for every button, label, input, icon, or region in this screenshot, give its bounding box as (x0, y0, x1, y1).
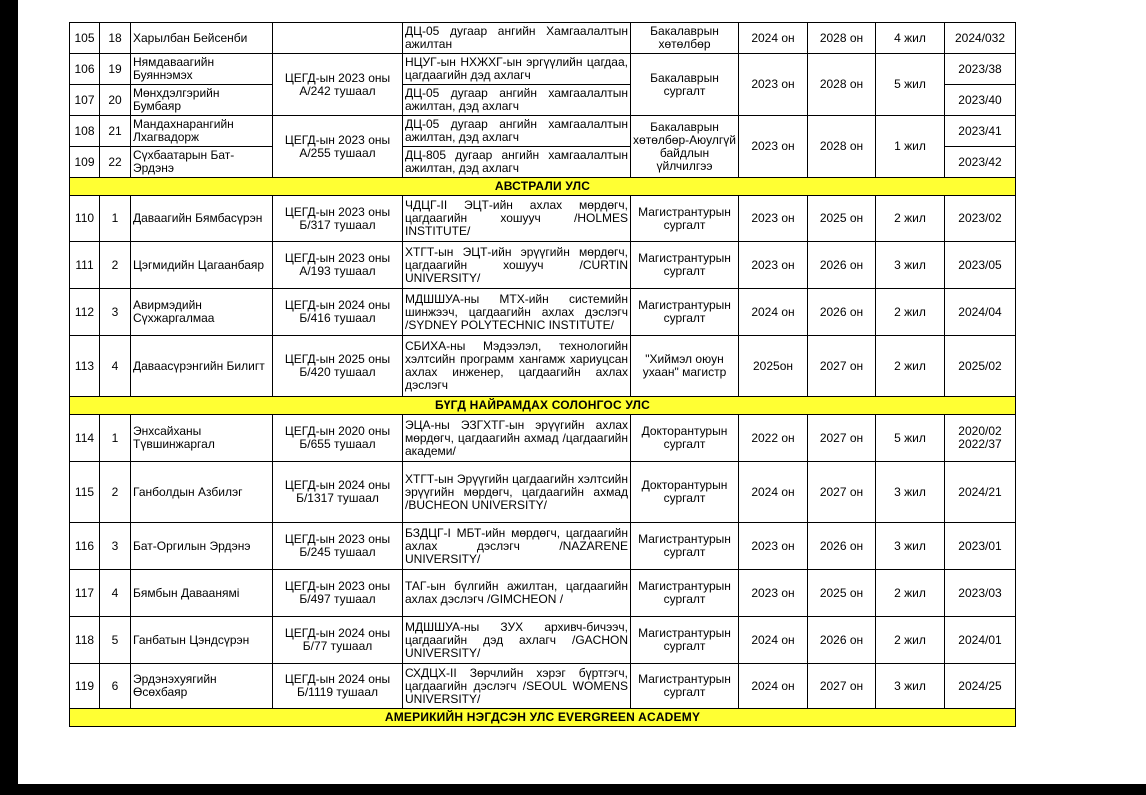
start-year: 2023 он (739, 570, 808, 617)
end-year: 2027 он (808, 336, 876, 397)
duration: 3 жил (876, 242, 945, 289)
reference-code: 2023/05 (945, 242, 1016, 289)
position-cell: БЗДЦГ-I МБТ-ийн мөрдөгч, цагдаагийн ахлах дэслэгч /NAZARENE UNIVERSITY/ (403, 523, 631, 570)
start-year: 2024 он (739, 617, 808, 664)
program-cell: Бакалаврын сургалт (631, 54, 739, 116)
order-cell (273, 23, 403, 54)
table-row (70, 116, 1016, 147)
position-cell: МДШШУА-ны МТХ-ийн системийн шинжээч, цагдаагийн ахлах дэслэгч /SYDNEY POLYTECHNIC INSTITUTE/ (403, 289, 631, 336)
position-cell: ЭЦА-ны ЭЗГХТГ-ын эрүүгийн ахлах мөрдөгч, цагдаагийн ахмад /цагдаагийн академи/ (403, 415, 631, 462)
reference-code: 2023/02 (945, 196, 1016, 242)
start-year: 2023 он (739, 523, 808, 570)
start-year: 2024 он (739, 462, 808, 523)
sub-number: 19 (100, 54, 131, 85)
row-number: 106 (70, 54, 100, 85)
row-number: 105 (70, 23, 100, 54)
reference-code: 2024/21 (945, 462, 1016, 523)
position-cell: ХТГТ-ын ЭЦТ-ийн эрүүгийн мөрдөгч, цагдаагийн хошууч /CURTIN UNIVERSITY/ (403, 242, 631, 289)
order-cell: ЦЕГД-ын 2023 оны Б/245 тушаал (273, 523, 403, 570)
row-number: 117 (70, 570, 100, 617)
end-year: 2027 он (808, 415, 876, 462)
person-name: Авирмэдийн Сүхжаргалмаа (131, 289, 273, 336)
end-year: 2025 он (808, 196, 876, 242)
end-year: 2026 он (808, 242, 876, 289)
start-year: 2022 он (739, 415, 808, 462)
reference-code: 2024/25 (945, 664, 1016, 709)
duration: 4 жил (876, 23, 945, 54)
sub-number: 6 (100, 664, 131, 709)
end-year: 2027 он (808, 462, 876, 523)
sub-number: 4 (100, 570, 131, 617)
end-year: 2028 он (808, 54, 876, 116)
row-number: 116 (70, 523, 100, 570)
position-cell: ЧДЦГ-II ЭЦТ-ийн ахлах мөрдөгч, цагдаагийн хошууч /HOLMES INSTITUTE/ (403, 196, 631, 242)
row-number: 118 (70, 617, 100, 664)
row-number: 108 (70, 116, 100, 147)
end-year: 2028 он (808, 116, 876, 178)
table-row (70, 289, 1016, 336)
duration: 5 жил (876, 415, 945, 462)
person-name: Даваагийн Бямбасүрэн (131, 196, 273, 242)
reference-code-1: 2020/02 (958, 424, 1002, 438)
position-cell: ХТГТ-ын Эрүүгийн цагдаагийн хэлтсийн эрүүгийн мөрдөгч, цагдаагийн ахмад /BUCHEON UNIVERSITY/ (403, 462, 631, 523)
sub-number: 3 (100, 523, 131, 570)
sub-number: 5 (100, 617, 131, 664)
start-year: 2024 он (739, 289, 808, 336)
person-name: Бат-Оргилын Эрдэнэ (131, 523, 273, 570)
reference-code: 2023/41 (945, 116, 1016, 147)
duration: 3 жил (876, 462, 945, 523)
table-row (70, 336, 1016, 397)
sub-number: 22 (100, 147, 131, 178)
order-cell: ЦЕГД-ын 2023 оны А/242 тушаал (273, 54, 403, 116)
duration: 2 жил (876, 289, 945, 336)
program-cell: Магистрантурын сургалт (631, 617, 739, 664)
table-row (70, 415, 1016, 462)
row-number: 114 (70, 415, 100, 462)
program-cell: Бакалаврын хөтөлбөр-Аюулгүй байдлын үйлчилгээ (631, 116, 739, 178)
order-cell: ЦЕГД-ын 2023 оны Б/317 тушаал (273, 196, 403, 242)
table-row (70, 54, 1016, 85)
sub-number: 1 (100, 415, 131, 462)
reference-code: 2024/032 (945, 23, 1016, 54)
start-year: 2024 он (739, 664, 808, 709)
person-name: Нямдаваагийн Буяннэмэх (131, 54, 273, 85)
end-year: 2026 он (808, 617, 876, 664)
section-header-row (70, 178, 1016, 196)
order-cell: ЦЕГД-ын 2024 оны Б/1317 тушаал (273, 462, 403, 523)
sub-number: 20 (100, 85, 131, 116)
start-year: 2025он (739, 336, 808, 397)
program-cell: Докторантурын сургалт (631, 415, 739, 462)
person-name: Даваасүрэнгийн Билигт (131, 336, 273, 397)
end-year: 2025 он (808, 570, 876, 617)
duration: 3 жил (876, 664, 945, 709)
order-cell: ЦЕГД-ын 2023 оны А/193 тушаал (273, 242, 403, 289)
students-table (69, 22, 1016, 727)
position-cell: НЦУГ-ын НХЖХГ-ын эргүүлийн цагдаа, цагдаагийн дэд ахлагч (403, 54, 631, 85)
reference-code: 2025/02 (945, 336, 1016, 397)
person-name: Сүхбаатарын Бат-Эрдэнэ (131, 147, 273, 178)
position-cell: ТАГ-ын бүлгийн ажилтан, цагдаагийн ахлах дэслэгч /GIMCHEON / (403, 570, 631, 617)
row-number: 109 (70, 147, 100, 178)
reference-code: 2023/40 (945, 85, 1016, 116)
order-cell: ЦЕГД-ын 2023 оны А/255 тушаал (273, 116, 403, 178)
person-name: Мөнхдэлгэрийн Бумбаяр (131, 85, 273, 116)
duration: 2 жил (876, 196, 945, 242)
section-header-korea: БҮГД НАЙРАМДАХ СОЛОНГОС УЛС (70, 397, 1016, 415)
order-cell: ЦЕГД-ын 2024 оны Б/1119 тушаал (273, 664, 403, 709)
program-cell: Докторантурын сургалт (631, 462, 739, 523)
duration: 5 жил (876, 54, 945, 116)
program-cell: Магистрантурын сургалт (631, 289, 739, 336)
reference-code: 2023/03 (945, 570, 1016, 617)
position-cell: ДЦ-805 дугаар ангийн хамгаалалтын ажилтан, дэд ахлагч (403, 147, 631, 178)
order-cell: ЦЕГД-ын 2020 оны Б/655 тушаал (273, 415, 403, 462)
person-name: Мандахнарангийн Лхагвадорж (131, 116, 273, 147)
reference-code: 2024/04 (945, 289, 1016, 336)
person-name: Ганболдын Азбилэг (131, 462, 273, 523)
sub-number: 21 (100, 116, 131, 147)
sub-number: 4 (100, 336, 131, 397)
end-year: 2026 он (808, 523, 876, 570)
end-year: 2028 он (808, 23, 876, 54)
sub-number: 2 (100, 462, 131, 523)
person-name: Бямбын Даваанямi (131, 570, 273, 617)
program-cell: "Хиймэл оюун ухаан" магистр (631, 336, 739, 397)
table-row (70, 523, 1016, 570)
start-year: 2023 он (739, 54, 808, 116)
row-number: 107 (70, 85, 100, 116)
order-cell: ЦЕГД-ын 2025 оны Б/420 тушаал (273, 336, 403, 397)
section-header-row (70, 709, 1016, 727)
reference-code-2: 2022/37 (958, 437, 1002, 451)
start-year: 2023 он (739, 116, 808, 178)
person-name: Ганбатын Цэндсүрэн (131, 617, 273, 664)
table-row (70, 462, 1016, 523)
position-cell: ДЦ-05 дугаар ангийн Хамгаалалтын ажилтан (403, 23, 631, 54)
position-cell: СБИХА-ны Мэдээлэл, технологийн хэлтсийн программ хангамж хариуцсан ахлах инженер, цагдаагийн ахлах дэслэгч (403, 336, 631, 397)
table-row (70, 196, 1016, 242)
duration: 2 жил (876, 617, 945, 664)
start-year: 2023 он (739, 242, 808, 289)
reference-code: 2023/01 (945, 523, 1016, 570)
row-number: 112 (70, 289, 100, 336)
program-cell: Магистрантурын сургалт (631, 196, 739, 242)
position-cell: СХДЦХ-II Зөрчлийн хэрэг бүртгэгч, цагдаагийн дэслэгч /SEOUL WOMENS UNIVERSITY/ (403, 664, 631, 709)
row-number: 113 (70, 336, 100, 397)
section-header-australia: АВСТРАЛИ УЛС (70, 178, 1016, 196)
program-cell: Магистрантурын сургалт (631, 570, 739, 617)
duration: 1 жил (876, 116, 945, 178)
person-name: Харылбан Бейсенби (131, 23, 273, 54)
reference-code: 2024/01 (945, 617, 1016, 664)
position-cell: МДШШУА-ны ЗУХ архивч-бичээч, цагдаагийн дэд ахлагч /GACHON UNIVERSITY/ (403, 617, 631, 664)
start-year: 2023 он (739, 196, 808, 242)
end-year: 2027 он (808, 664, 876, 709)
table-row (70, 242, 1016, 289)
order-cell: ЦЕГД-ын 2023 оны Б/497 тушаал (273, 570, 403, 617)
start-year: 2024 он (739, 23, 808, 54)
order-cell: ЦЕГД-ын 2024 оны Б/416 тушаал (273, 289, 403, 336)
row-number: 111 (70, 242, 100, 289)
program-cell: Магистрантурын сургалт (631, 523, 739, 570)
reference-code: 2023/38 (945, 54, 1016, 85)
section-header-usa: АМЕРИКИЙН НЭГДСЭН УЛС EVERGREEN ACADEMY (70, 709, 1016, 727)
sub-number: 3 (100, 289, 131, 336)
row-number: 115 (70, 462, 100, 523)
row-number: 110 (70, 196, 100, 242)
reference-code (945, 415, 1016, 462)
end-year: 2026 он (808, 289, 876, 336)
row-number: 119 (70, 664, 100, 709)
person-name: Эрдэнэхуягийн Өсөхбаяр (131, 664, 273, 709)
table-row (70, 570, 1016, 617)
program-cell: Магистрантурын сургалт (631, 664, 739, 709)
sub-number: 1 (100, 196, 131, 242)
table-row (70, 664, 1016, 709)
position-cell: ДЦ-05 дугаар ангийн хамгаалалтын ажилтан, дэд ахлагч (403, 116, 631, 147)
position-cell: ДЦ-05 дугаар ангийн хамгаалалтын ажилтан, дэд ахлагч (403, 85, 631, 116)
person-name: Энхсайханы Түвшинжаргал (131, 415, 273, 462)
sub-number: 18 (100, 23, 131, 54)
duration: 2 жил (876, 336, 945, 397)
section-header-row (70, 397, 1016, 415)
duration: 2 жил (876, 570, 945, 617)
reference-code: 2023/42 (945, 147, 1016, 178)
program-cell: Бакалаврын хөтөлбөр (631, 23, 739, 54)
order-cell: ЦЕГД-ын 2024 оны Б/77 тушаал (273, 617, 403, 664)
sub-number: 2 (100, 242, 131, 289)
table-row (70, 23, 1016, 54)
table-row (70, 617, 1016, 664)
program-cell: Магистрантурын сургалт (631, 242, 739, 289)
duration: 3 жил (876, 523, 945, 570)
person-name: Цэгмидийн Цагаанбаяр (131, 242, 273, 289)
